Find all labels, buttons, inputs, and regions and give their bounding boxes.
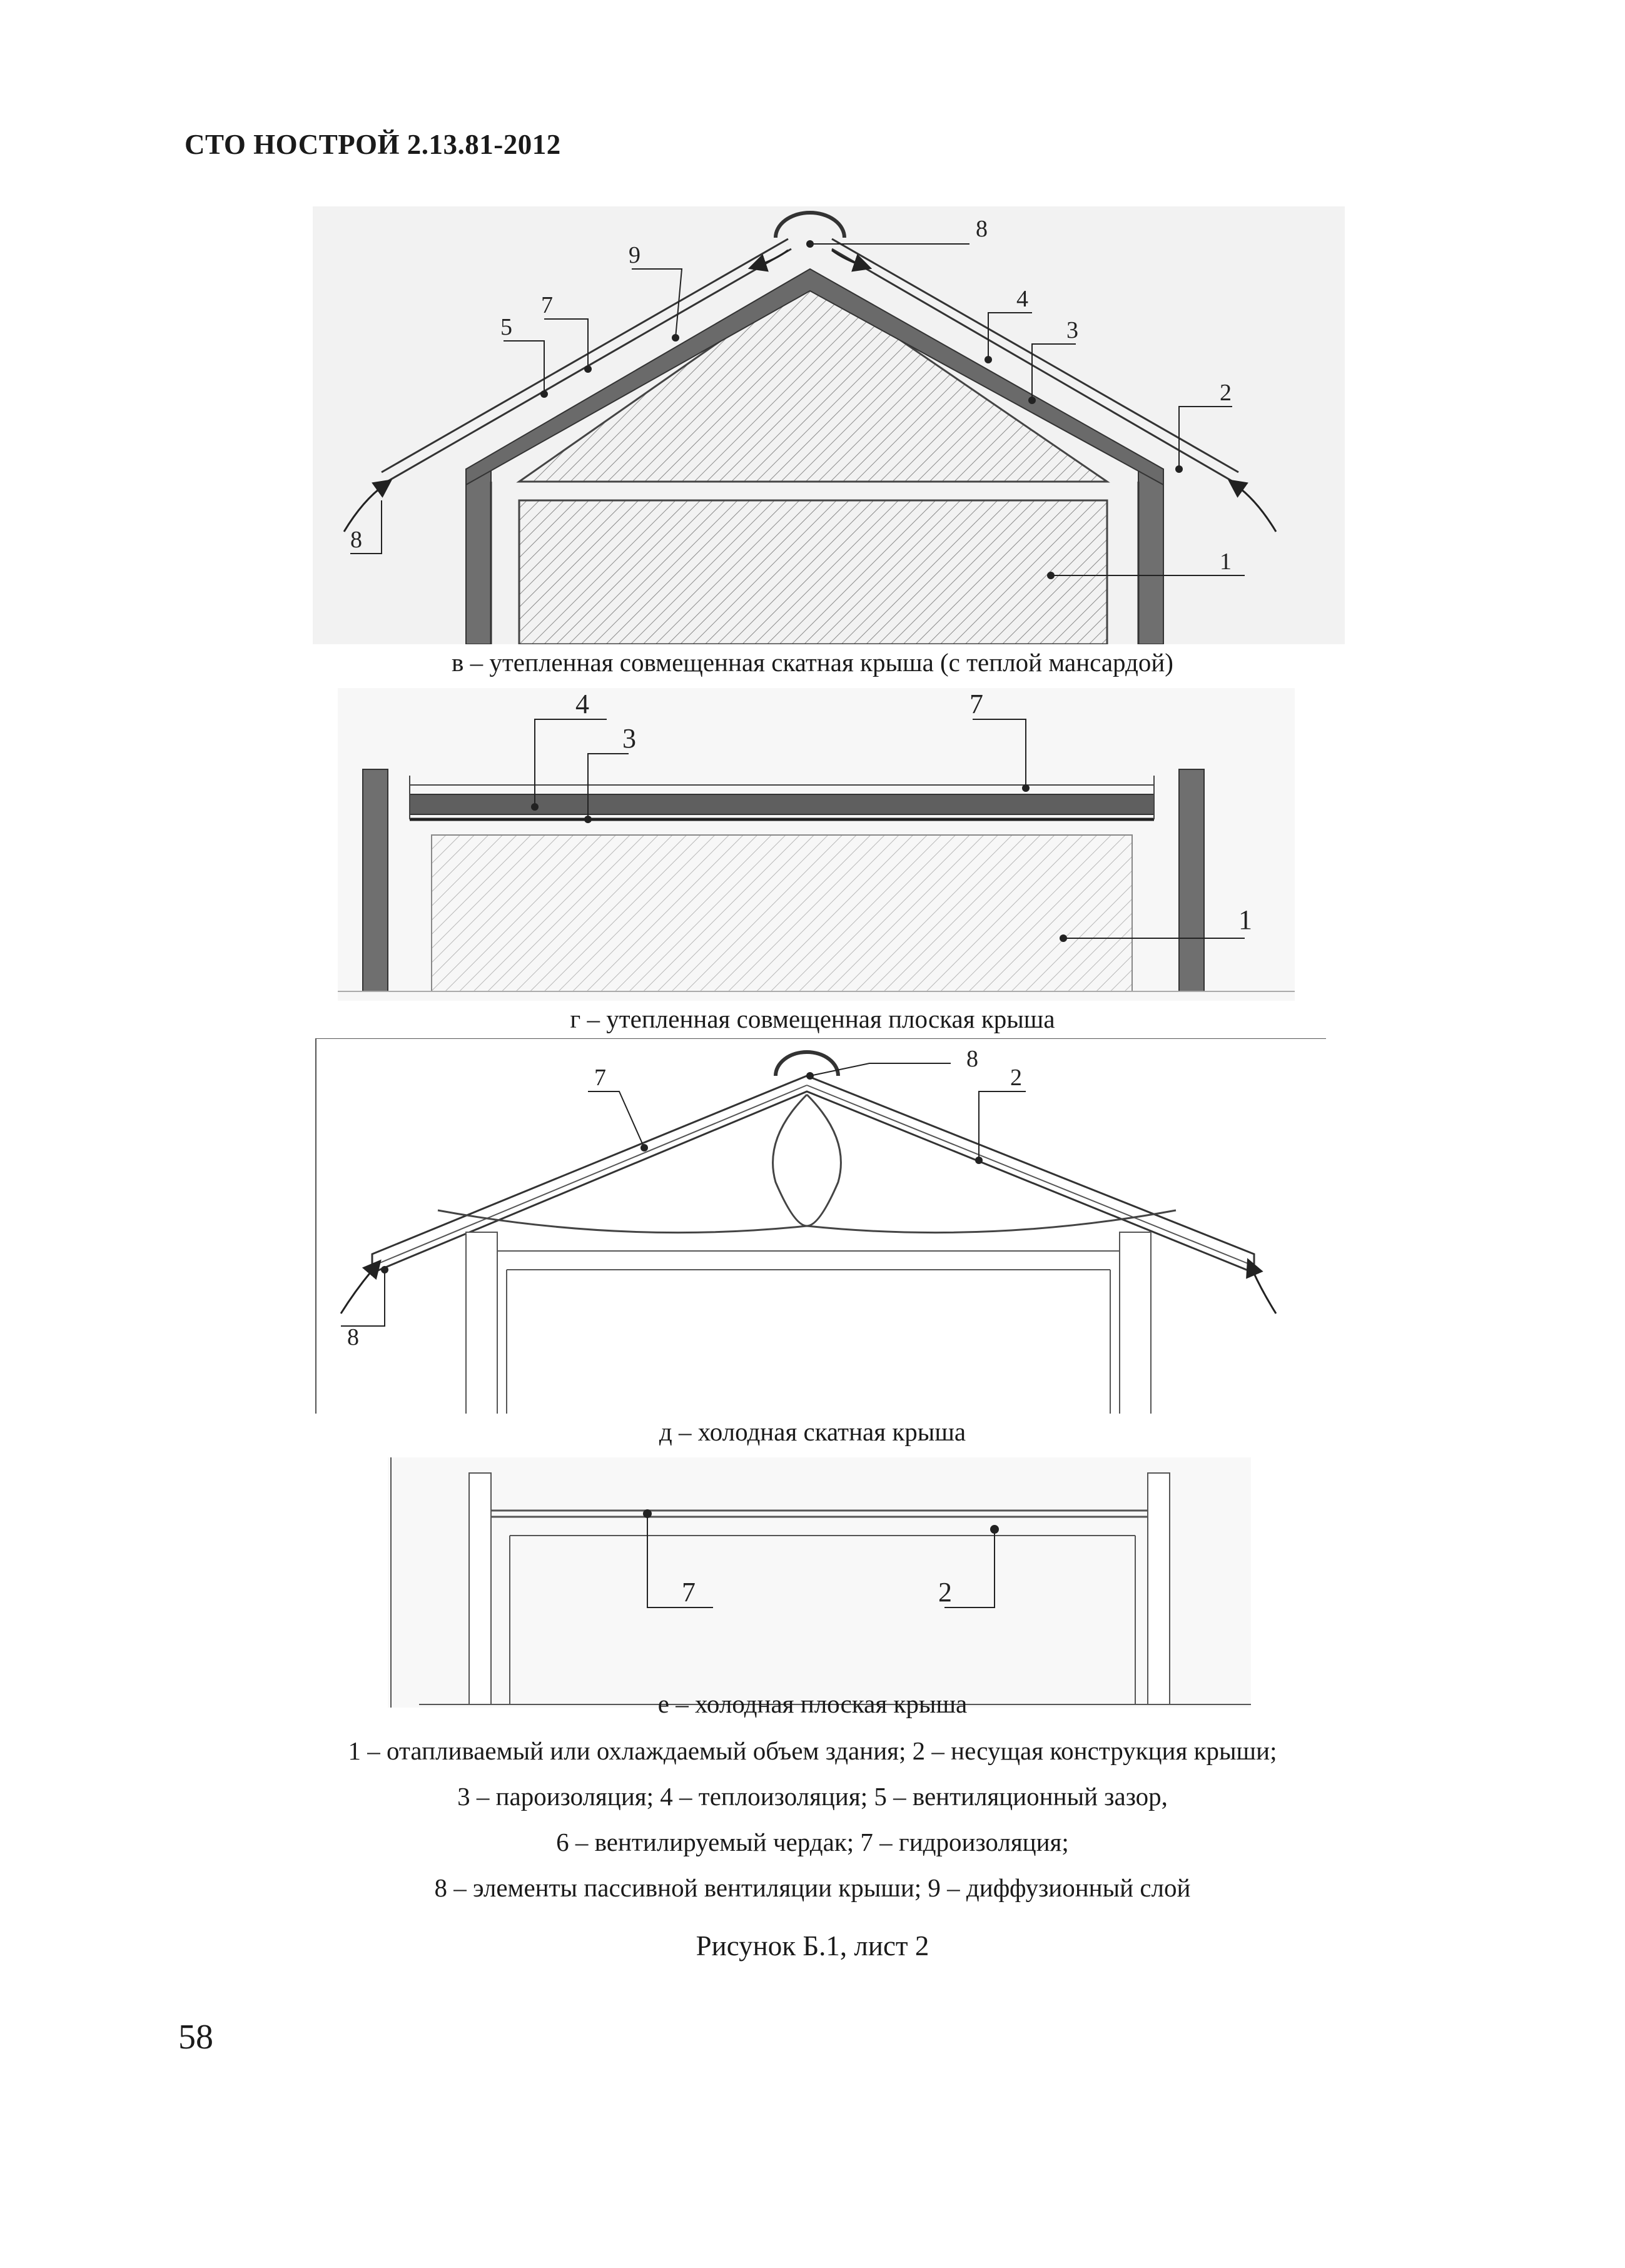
label-9: 9 <box>629 242 640 268</box>
heated-volume-hatch <box>519 500 1107 644</box>
diagram-cold-flat-roof <box>388 1457 1251 1708</box>
legend-line-3: 6 – вентилируемый чердак; 7 – гидроизоляция; <box>556 1828 1069 1856</box>
label-1: 1 <box>1220 549 1232 575</box>
label-3: 3 <box>1066 317 1078 343</box>
label-2: 2 <box>1010 1065 1022 1091</box>
right-wall <box>1138 469 1163 644</box>
legend-line-2: 3 – пароизоляция; 4 – теплоизоляция; 5 – вентиляционный зазор, <box>457 1782 1168 1811</box>
label-8-left: 8 <box>350 527 362 553</box>
diagram-insulated-flat-roof <box>338 688 1295 1001</box>
label-8-top: 8 <box>966 1046 978 1072</box>
label-7: 7 <box>541 292 553 318</box>
roof-insulation-layer <box>410 794 1154 814</box>
left-parapet <box>363 769 388 991</box>
page-number: 58 <box>178 2018 213 2057</box>
label-4: 4 <box>575 689 589 719</box>
left-parapet <box>469 1473 491 1704</box>
diagram-insulated-pitched-roof <box>313 206 1345 644</box>
right-parapet <box>1179 769 1204 991</box>
right-parapet <box>1148 1473 1170 1704</box>
label-8-left: 8 <box>347 1324 359 1350</box>
caption-v: в – утепленная совмещенная скатная крыша (с теплой мансардой) <box>452 648 1173 677</box>
label-5: 5 <box>500 314 512 340</box>
label-7: 7 <box>969 689 983 719</box>
heated-volume-hatch <box>432 835 1132 991</box>
label-7: 7 <box>594 1065 606 1091</box>
label-3: 3 <box>622 723 636 754</box>
caption-e: е – холодная плоская крыша <box>657 1689 968 1718</box>
label-7: 7 <box>682 1577 696 1607</box>
caption-g: г – утепленная совмещенная плоская крыша <box>570 1005 1055 1033</box>
legend-line-1: 1 – отапливаемый или охлаждаемый объем здания; 2 – несущая конструкция крыши; <box>348 1736 1277 1765</box>
caption-d: д – холодная скатная крыша <box>659 1417 966 1446</box>
label-4: 4 <box>1016 286 1028 312</box>
label-8-top: 8 <box>976 216 988 242</box>
label-2: 2 <box>1220 380 1232 406</box>
legend-line-4: 8 – элементы пассивной вентиляции крыши; 9 – диффузионный слой <box>434 1873 1191 1902</box>
left-wall <box>466 469 491 644</box>
figure-title: Рисунок Б.1, лист 2 <box>696 1930 929 1962</box>
diagram-cold-pitched-roof <box>313 1038 1326 1414</box>
document-header: СТО НОСТРОЙ 2.13.81-2012 <box>185 129 561 160</box>
label-1: 1 <box>1238 904 1252 935</box>
label-2: 2 <box>938 1577 952 1607</box>
